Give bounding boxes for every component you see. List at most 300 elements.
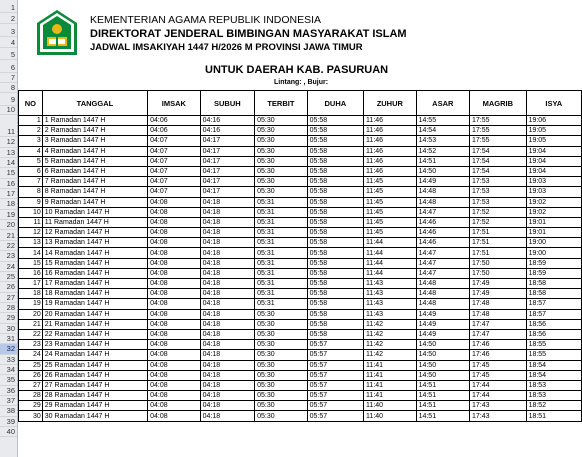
cell-tanggal[interactable]: 29 Ramadan 1447 H (42, 401, 147, 411)
cell-duha[interactable]: 05:58 (307, 146, 363, 156)
cell-zuhur[interactable]: 11:46 (364, 126, 417, 136)
cell-isya[interactable]: 19:05 (526, 126, 581, 136)
cell-terbit[interactable]: 05:30 (255, 116, 308, 126)
cell-terbit[interactable]: 05:30 (255, 319, 308, 329)
cell-tanggal[interactable]: 3 Ramadan 1447 H (42, 136, 147, 146)
cell-terbit[interactable]: 05:31 (255, 258, 308, 268)
cell-duha[interactable]: 05:58 (307, 177, 363, 187)
cell-no[interactable]: 6 (19, 166, 43, 176)
cell-imsak[interactable]: 04:08 (148, 299, 201, 309)
cell-imsak[interactable]: 04:06 (148, 126, 201, 136)
row-number[interactable]: 29 (0, 313, 17, 323)
cell-asar[interactable]: 14:50 (416, 166, 469, 176)
cell-asar[interactable]: 14:51 (416, 411, 469, 421)
cell-tanggal[interactable]: 24 Ramadan 1447 H (42, 350, 147, 360)
cell-asar[interactable]: 14:49 (416, 329, 469, 339)
row-number[interactable]: 38 (0, 406, 17, 416)
cell-zuhur[interactable]: 11:46 (364, 166, 417, 176)
cell-no[interactable]: 7 (19, 177, 43, 187)
cell-asar[interactable]: 14:52 (416, 146, 469, 156)
cell-magrib[interactable]: 17:48 (470, 299, 527, 309)
cell-no[interactable]: 5 (19, 156, 43, 166)
cell-imsak[interactable]: 04:08 (148, 279, 201, 289)
cell-zuhur[interactable]: 11:41 (364, 370, 417, 380)
cell-terbit[interactable]: 05:31 (255, 299, 308, 309)
cell-duha[interactable]: 05:58 (307, 116, 363, 126)
cell-subuh[interactable]: 04:18 (200, 248, 255, 258)
row-number[interactable]: 36 (0, 386, 17, 396)
cell-asar[interactable]: 14:55 (416, 116, 469, 126)
cell-isya[interactable]: 18:55 (526, 350, 581, 360)
cell-asar[interactable]: 14:48 (416, 197, 469, 207)
cell-no[interactable]: 22 (19, 329, 43, 339)
cell-duha[interactable]: 05:58 (307, 217, 363, 227)
cell-terbit[interactable]: 05:30 (255, 156, 308, 166)
cell-duha[interactable]: 05:58 (307, 136, 363, 146)
cell-asar[interactable]: 14:51 (416, 380, 469, 390)
cell-isya[interactable]: 18:55 (526, 340, 581, 350)
cell-asar[interactable]: 14:53 (416, 136, 469, 146)
cell-magrib[interactable]: 17:55 (470, 136, 527, 146)
cell-magrib[interactable]: 17:52 (470, 207, 527, 217)
cell-magrib[interactable]: 17:54 (470, 146, 527, 156)
cell-subuh[interactable]: 04:18 (200, 258, 255, 268)
cell-no[interactable]: 3 (19, 136, 43, 146)
cell-duha[interactable]: 05:58 (307, 248, 363, 258)
cell-terbit[interactable]: 05:30 (255, 146, 308, 156)
cell-terbit[interactable]: 05:30 (255, 309, 308, 319)
cell-terbit[interactable]: 05:30 (255, 329, 308, 339)
row-number[interactable]: 1 (0, 2, 17, 13)
cell-isya[interactable]: 19:00 (526, 238, 581, 248)
row-number[interactable]: 11 (0, 127, 17, 137)
cell-tanggal[interactable]: 22 Ramadan 1447 H (42, 329, 147, 339)
cell-asar[interactable]: 14:49 (416, 319, 469, 329)
cell-zuhur[interactable]: 11:44 (364, 258, 417, 268)
row-number[interactable]: 40 (0, 427, 17, 437)
cell-no[interactable]: 21 (19, 319, 43, 329)
cell-subuh[interactable]: 04:18 (200, 217, 255, 227)
cell-terbit[interactable]: 05:30 (255, 126, 308, 136)
cell-imsak[interactable]: 04:07 (148, 136, 201, 146)
cell-subuh[interactable]: 04:18 (200, 197, 255, 207)
cell-asar[interactable]: 14:46 (416, 217, 469, 227)
cell-zuhur[interactable]: 11:40 (364, 411, 417, 421)
row-number[interactable]: 21 (0, 231, 17, 241)
cell-isya[interactable]: 19:06 (526, 116, 581, 126)
cell-no[interactable]: 4 (19, 146, 43, 156)
cell-duha[interactable]: 05:58 (307, 279, 363, 289)
cell-isya[interactable]: 18:51 (526, 411, 581, 421)
column-header-imsak[interactable]: IMSAK (148, 91, 201, 116)
cell-asar[interactable]: 14:47 (416, 268, 469, 278)
cell-duha[interactable]: 05:57 (307, 411, 363, 421)
cell-asar[interactable]: 14:49 (416, 177, 469, 187)
cell-no[interactable]: 2 (19, 126, 43, 136)
cell-magrib[interactable]: 17:52 (470, 217, 527, 227)
row-number[interactable]: 2 (0, 13, 17, 24)
row-number[interactable]: 7 (0, 72, 17, 83)
cell-magrib[interactable]: 17:46 (470, 340, 527, 350)
cell-magrib[interactable]: 17:55 (470, 126, 527, 136)
row-number[interactable]: 22 (0, 241, 17, 251)
cell-magrib[interactable]: 17:50 (470, 268, 527, 278)
cell-asar[interactable]: 14:50 (416, 350, 469, 360)
cell-terbit[interactable]: 05:30 (255, 166, 308, 176)
cell-tanggal[interactable]: 17 Ramadan 1447 H (42, 279, 147, 289)
cell-no[interactable]: 15 (19, 258, 43, 268)
cell-duha[interactable]: 05:58 (307, 197, 363, 207)
column-header-no[interactable]: NO (19, 91, 43, 116)
cell-asar[interactable]: 14:50 (416, 360, 469, 370)
cell-magrib[interactable]: 17:44 (470, 391, 527, 401)
row-number[interactable]: 26 (0, 282, 17, 292)
cell-zuhur[interactable]: 11:45 (364, 177, 417, 187)
row-number[interactable]: 3 (0, 26, 17, 37)
cell-zuhur[interactable]: 11:45 (364, 228, 417, 238)
column-header-tanggal[interactable]: TANGGAL (42, 91, 147, 116)
cell-duha[interactable]: 05:57 (307, 391, 363, 401)
cell-duha[interactable]: 05:57 (307, 370, 363, 380)
cell-subuh[interactable]: 04:18 (200, 360, 255, 370)
cell-subuh[interactable]: 04:17 (200, 166, 255, 176)
cell-subuh[interactable]: 04:18 (200, 401, 255, 411)
cell-tanggal[interactable]: 14 Ramadan 1447 H (42, 248, 147, 258)
cell-duha[interactable]: 05:58 (307, 156, 363, 166)
cell-duha[interactable]: 05:58 (307, 319, 363, 329)
cell-terbit[interactable]: 05:30 (255, 380, 308, 390)
cell-imsak[interactable]: 04:08 (148, 380, 201, 390)
cell-duha[interactable]: 05:58 (307, 187, 363, 197)
cell-zuhur[interactable]: 11:46 (364, 156, 417, 166)
cell-duha[interactable]: 05:57 (307, 350, 363, 360)
cell-tanggal[interactable]: 15 Ramadan 1447 H (42, 258, 147, 268)
cell-asar[interactable]: 14:47 (416, 248, 469, 258)
row-number[interactable]: 16 (0, 179, 17, 189)
cell-tanggal[interactable]: 25 Ramadan 1447 H (42, 360, 147, 370)
cell-terbit[interactable]: 05:31 (255, 248, 308, 258)
cell-magrib[interactable]: 17:48 (470, 309, 527, 319)
column-header-duha[interactable]: DUHA (307, 91, 363, 116)
cell-terbit[interactable]: 05:30 (255, 401, 308, 411)
cell-imsak[interactable]: 04:07 (148, 166, 201, 176)
row-number[interactable]: 25 (0, 272, 17, 282)
cell-terbit[interactable]: 05:30 (255, 350, 308, 360)
cell-zuhur[interactable]: 11:42 (364, 319, 417, 329)
cell-magrib[interactable]: 17:43 (470, 401, 527, 411)
cell-magrib[interactable]: 17:49 (470, 289, 527, 299)
cell-magrib[interactable]: 17:45 (470, 360, 527, 370)
cell-no[interactable]: 9 (19, 197, 43, 207)
cell-imsak[interactable]: 04:08 (148, 258, 201, 268)
cell-subuh[interactable]: 04:17 (200, 146, 255, 156)
cell-tanggal[interactable]: 8 Ramadan 1447 H (42, 187, 147, 197)
column-header-terbit[interactable]: TERBIT (255, 91, 308, 116)
cell-zuhur[interactable]: 11:44 (364, 238, 417, 248)
cell-asar[interactable]: 14:47 (416, 258, 469, 268)
cell-terbit[interactable]: 05:31 (255, 217, 308, 227)
cell-asar[interactable]: 14:48 (416, 279, 469, 289)
cell-imsak[interactable]: 04:08 (148, 340, 201, 350)
cell-asar[interactable]: 14:49 (416, 309, 469, 319)
row-number[interactable]: 39 (0, 417, 17, 427)
cell-duha[interactable]: 05:58 (307, 207, 363, 217)
cell-imsak[interactable]: 04:08 (148, 411, 201, 421)
row-number[interactable]: 27 (0, 293, 17, 303)
cell-magrib[interactable]: 17:47 (470, 329, 527, 339)
cell-isya[interactable]: 19:01 (526, 217, 581, 227)
row-number[interactable]: 23 (0, 251, 17, 261)
cell-imsak[interactable]: 04:08 (148, 360, 201, 370)
cell-tanggal[interactable]: 23 Ramadan 1447 H (42, 340, 147, 350)
cell-isya[interactable]: 19:02 (526, 197, 581, 207)
cell-duha[interactable]: 05:58 (307, 268, 363, 278)
cell-tanggal[interactable]: 5 Ramadan 1447 H (42, 156, 147, 166)
cell-imsak[interactable]: 04:08 (148, 309, 201, 319)
cell-isya[interactable]: 18:54 (526, 360, 581, 370)
cell-tanggal[interactable]: 6 Ramadan 1447 H (42, 166, 147, 176)
cell-zuhur[interactable]: 11:46 (364, 116, 417, 126)
cell-subuh[interactable]: 04:18 (200, 309, 255, 319)
cell-tanggal[interactable]: 30 Ramadan 1447 H (42, 411, 147, 421)
cell-duha[interactable]: 05:58 (307, 299, 363, 309)
cell-subuh[interactable]: 04:16 (200, 126, 255, 136)
cell-asar[interactable]: 14:48 (416, 299, 469, 309)
cell-duha[interactable]: 05:58 (307, 309, 363, 319)
cell-isya[interactable]: 18:58 (526, 289, 581, 299)
cell-zuhur[interactable]: 11:46 (364, 136, 417, 146)
cell-zuhur[interactable]: 11:42 (364, 329, 417, 339)
cell-imsak[interactable]: 04:08 (148, 268, 201, 278)
cell-subuh[interactable]: 04:17 (200, 136, 255, 146)
cell-tanggal[interactable]: 10 Ramadan 1447 H (42, 207, 147, 217)
cell-isya[interactable]: 18:59 (526, 258, 581, 268)
cell-no[interactable]: 12 (19, 228, 43, 238)
row-number[interactable]: 37 (0, 396, 17, 406)
cell-subuh[interactable]: 04:18 (200, 228, 255, 238)
cell-subuh[interactable]: 04:18 (200, 329, 255, 339)
cell-no[interactable]: 11 (19, 217, 43, 227)
cell-imsak[interactable]: 04:07 (148, 177, 201, 187)
cell-imsak[interactable]: 04:08 (148, 289, 201, 299)
cell-subuh[interactable]: 04:18 (200, 340, 255, 350)
cell-subuh[interactable]: 04:18 (200, 411, 255, 421)
cell-duha[interactable]: 05:58 (307, 228, 363, 238)
cell-no[interactable]: 1 (19, 116, 43, 126)
cell-no[interactable]: 8 (19, 187, 43, 197)
cell-zuhur[interactable]: 11:42 (364, 350, 417, 360)
cell-imsak[interactable]: 04:08 (148, 319, 201, 329)
cell-isya[interactable]: 18:53 (526, 380, 581, 390)
cell-imsak[interactable]: 04:07 (148, 187, 201, 197)
cell-no[interactable]: 18 (19, 289, 43, 299)
cell-no[interactable]: 19 (19, 299, 43, 309)
cell-imsak[interactable]: 04:08 (148, 350, 201, 360)
cell-magrib[interactable]: 17:51 (470, 238, 527, 248)
cell-zuhur[interactable]: 11:41 (364, 391, 417, 401)
cell-subuh[interactable]: 04:18 (200, 207, 255, 217)
cell-terbit[interactable]: 05:31 (255, 238, 308, 248)
cell-no[interactable]: 20 (19, 309, 43, 319)
cell-asar[interactable]: 14:48 (416, 187, 469, 197)
cell-isya[interactable]: 18:54 (526, 370, 581, 380)
cell-zuhur[interactable]: 11:41 (364, 380, 417, 390)
cell-imsak[interactable]: 04:06 (148, 116, 201, 126)
cell-asar[interactable]: 14:46 (416, 238, 469, 248)
cell-tanggal[interactable]: 12 Ramadan 1447 H (42, 228, 147, 238)
cell-subuh[interactable]: 04:16 (200, 116, 255, 126)
cell-magrib[interactable]: 17:49 (470, 279, 527, 289)
cell-no[interactable]: 29 (19, 401, 43, 411)
cell-tanggal[interactable]: 7 Ramadan 1447 H (42, 177, 147, 187)
cell-terbit[interactable]: 05:30 (255, 136, 308, 146)
cell-no[interactable]: 25 (19, 360, 43, 370)
cell-subuh[interactable]: 04:18 (200, 268, 255, 278)
cell-asar[interactable]: 14:48 (416, 289, 469, 299)
cell-zuhur[interactable]: 11:44 (364, 248, 417, 258)
cell-magrib[interactable]: 17:51 (470, 228, 527, 238)
cell-subuh[interactable]: 04:18 (200, 319, 255, 329)
cell-tanggal[interactable]: 26 Ramadan 1447 H (42, 370, 147, 380)
cell-isya[interactable]: 18:57 (526, 309, 581, 319)
row-number[interactable]: 35 (0, 375, 17, 385)
cell-subuh[interactable]: 04:18 (200, 350, 255, 360)
cell-subuh[interactable]: 04:17 (200, 187, 255, 197)
cell-isya[interactable]: 18:52 (526, 401, 581, 411)
cell-imsak[interactable]: 04:08 (148, 238, 201, 248)
cell-subuh[interactable]: 04:18 (200, 238, 255, 248)
cell-imsak[interactable]: 04:08 (148, 217, 201, 227)
cell-isya[interactable]: 18:59 (526, 268, 581, 278)
cell-zuhur[interactable]: 11:45 (364, 207, 417, 217)
cell-asar[interactable]: 14:51 (416, 391, 469, 401)
cell-tanggal[interactable]: 9 Ramadan 1447 H (42, 197, 147, 207)
cell-imsak[interactable]: 04:08 (148, 370, 201, 380)
row-number[interactable]: 30 (0, 324, 17, 334)
cell-tanggal[interactable]: 20 Ramadan 1447 H (42, 309, 147, 319)
column-header-subuh[interactable]: SUBUH (200, 91, 255, 116)
cell-imsak[interactable]: 04:08 (148, 329, 201, 339)
cell-no[interactable]: 26 (19, 370, 43, 380)
row-number[interactable]: 12 (0, 137, 17, 147)
row-number[interactable]: 24 (0, 262, 17, 272)
row-number[interactable]: 6 (0, 62, 17, 73)
column-header-zuhur[interactable]: ZUHUR (364, 91, 417, 116)
cell-subuh[interactable]: 04:17 (200, 156, 255, 166)
cell-isya[interactable]: 19:04 (526, 156, 581, 166)
cell-duha[interactable]: 05:57 (307, 401, 363, 411)
cell-no[interactable]: 24 (19, 350, 43, 360)
cell-terbit[interactable]: 05:31 (255, 228, 308, 238)
cell-subuh[interactable]: 04:18 (200, 279, 255, 289)
cell-duha[interactable]: 05:57 (307, 360, 363, 370)
cell-zuhur[interactable]: 11:43 (364, 289, 417, 299)
cell-zuhur[interactable]: 11:45 (364, 197, 417, 207)
cell-magrib[interactable]: 17:46 (470, 350, 527, 360)
cell-magrib[interactable]: 17:53 (470, 197, 527, 207)
cell-zuhur[interactable]: 11:42 (364, 340, 417, 350)
cell-isya[interactable]: 19:03 (526, 177, 581, 187)
cell-imsak[interactable]: 04:08 (148, 391, 201, 401)
row-number[interactable]: 5 (0, 49, 17, 60)
cell-tanggal[interactable]: 18 Ramadan 1447 H (42, 289, 147, 299)
cell-no[interactable]: 17 (19, 279, 43, 289)
cell-asar[interactable]: 14:50 (416, 370, 469, 380)
cell-no[interactable]: 10 (19, 207, 43, 217)
cell-asar[interactable]: 14:51 (416, 156, 469, 166)
cell-tanggal[interactable]: 21 Ramadan 1447 H (42, 319, 147, 329)
cell-terbit[interactable]: 05:31 (255, 289, 308, 299)
row-number[interactable]: 17 (0, 189, 17, 199)
cell-zuhur[interactable]: 11:43 (364, 299, 417, 309)
cell-imsak[interactable]: 04:08 (148, 248, 201, 258)
cell-isya[interactable]: 18:58 (526, 279, 581, 289)
cell-duha[interactable]: 05:58 (307, 126, 363, 136)
cell-subuh[interactable]: 04:17 (200, 177, 255, 187)
cell-asar[interactable]: 14:54 (416, 126, 469, 136)
cell-subuh[interactable]: 04:18 (200, 299, 255, 309)
row-number[interactable]: 20 (0, 220, 17, 230)
row-number[interactable]: 14 (0, 158, 17, 168)
row-number[interactable]: 32 (0, 344, 17, 354)
cell-zuhur[interactable]: 11:43 (364, 279, 417, 289)
cell-duha[interactable]: 05:57 (307, 340, 363, 350)
cell-imsak[interactable]: 04:07 (148, 156, 201, 166)
cell-magrib[interactable]: 17:47 (470, 319, 527, 329)
cell-zuhur[interactable]: 11:45 (364, 187, 417, 197)
cell-terbit[interactable]: 05:30 (255, 177, 308, 187)
cell-asar[interactable]: 14:51 (416, 401, 469, 411)
cell-tanggal[interactable]: 2 Ramadan 1447 H (42, 126, 147, 136)
cell-tanggal[interactable]: 1 Ramadan 1447 H (42, 116, 147, 126)
cell-zuhur[interactable]: 11:45 (364, 217, 417, 227)
cell-imsak[interactable]: 04:08 (148, 197, 201, 207)
cell-isya[interactable]: 19:00 (526, 248, 581, 258)
cell-zuhur[interactable]: 11:43 (364, 309, 417, 319)
row-number[interactable]: 19 (0, 210, 17, 220)
cell-asar[interactable]: 14:50 (416, 340, 469, 350)
cell-terbit[interactable]: 05:30 (255, 370, 308, 380)
row-number[interactable]: 15 (0, 168, 17, 178)
column-header-isya[interactable]: ISYA (526, 91, 581, 116)
column-header-magrib[interactable]: MAGRIB (470, 91, 527, 116)
row-number[interactable]: 18 (0, 199, 17, 209)
cell-zuhur[interactable]: 11:40 (364, 401, 417, 411)
cell-magrib[interactable]: 17:54 (470, 156, 527, 166)
cell-terbit[interactable]: 05:30 (255, 187, 308, 197)
cell-subuh[interactable]: 04:18 (200, 289, 255, 299)
cell-tanggal[interactable]: 27 Ramadan 1447 H (42, 380, 147, 390)
cell-magrib[interactable]: 17:53 (470, 177, 527, 187)
cell-tanggal[interactable]: 16 Ramadan 1447 H (42, 268, 147, 278)
cell-magrib[interactable]: 17:50 (470, 258, 527, 268)
cell-isya[interactable]: 18:53 (526, 391, 581, 401)
row-number[interactable]: 31 (0, 334, 17, 344)
cell-isya[interactable]: 18:56 (526, 319, 581, 329)
cell-tanggal[interactable]: 28 Ramadan 1447 H (42, 391, 147, 401)
cell-duha[interactable]: 05:58 (307, 238, 363, 248)
cell-terbit[interactable]: 05:30 (255, 391, 308, 401)
cell-imsak[interactable]: 04:08 (148, 401, 201, 411)
row-number[interactable]: 28 (0, 303, 17, 313)
cell-asar[interactable]: 14:46 (416, 228, 469, 238)
cell-magrib[interactable]: 17:54 (470, 166, 527, 176)
cell-isya[interactable]: 19:05 (526, 136, 581, 146)
cell-imsak[interactable]: 04:08 (148, 207, 201, 217)
cell-no[interactable]: 13 (19, 238, 43, 248)
cell-duha[interactable]: 05:58 (307, 329, 363, 339)
cell-terbit[interactable]: 05:30 (255, 360, 308, 370)
